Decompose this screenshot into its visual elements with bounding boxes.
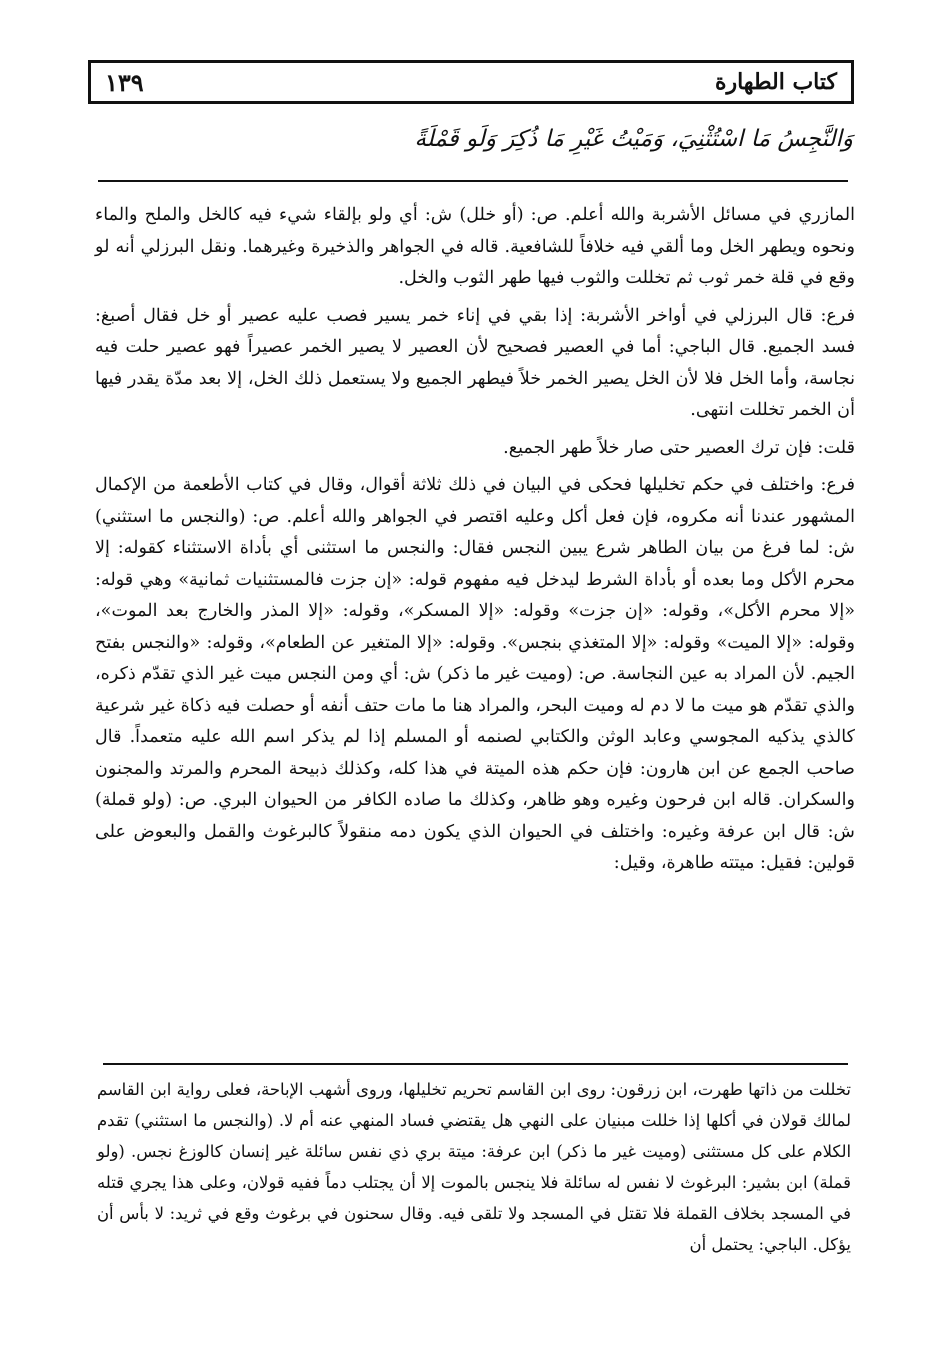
paragraph: فرع: قال البرزلي في أواخر الأشربة: إذا بقي في إناء خمر يسير فصب عليه عصير أو خل فقال أصبغ: فسد الجميع. قال الباجي: أما في العصير فصحيح لأن العصير لا يصير الخمر عصيراً فهو عصير حلت فيه نجاسة، وأما الخل فلا لأن الخل يصير الخمر خلاً فيطهر الجميع ولا يستعمل ذلك الخل، إلا بعد مدّة يقدر فيها أن الخمر تخللت انتهى. [95,305,855,420]
footnote-text: تخللت من ذاتها طهرت، ابن زرقون: روى ابن القاسم تحريم تخليلها، وروى أشهب الإباحة، فعلى رواية ابن القاسم لمالك قولان في أكلها إذا خللت مبنيان على النهي هل يقتضي فساد المنهي عنه أم لا. (والنجس ما استثني) تقدم الكلام على كل مستثنى (وميت غير ما ذكر) ابن عرفة: ميتة بري ذي نفس سائلة غير إنسان كالوزغ نجس. (ولو قملة) ابن بشير: البرغوث لا نفس له سائلة فلا ينجس بالموت إلا أن يجتلب دماً ففيه قولان، وعلى هذا يجري قتله في المسجد بخلاف القملة فلا تقتل في المسجد ولا تلقى فيه. وقال سحنون في برغوث وقع في ثريد: لا بأس أن يؤكل. الباجي: يحتمل أن [97,1080,851,1254]
page-number: ١٣٩ [105,67,144,97]
paragraph: المازري في مسائل الأشربة والله أعلم. ص: (أو خلل) ش: أي ولو بإلقاء شيء فيه كالخل والملح والماء ونحوه ويطهر الخل وما ألقي فيه خلافاً للشافعية. قاله في الجواهر والذخيرة وغيرهما. ونقل البرزلي أنه لو وقع في قلة خمر ثوب ثم تخللت والثوب فيها طهر الثوب والخل. [95,205,855,288]
commentary-body [95,200,855,886]
top-divider [98,180,848,182]
paragraph: فرع: واختلف في حكم تخليلها فحكى في البيان في ذلك ثلاثة أقوال، وقال في كتاب الأطعمة من الإكمال المشهور عندنا أنه مكروه، فإن فعل أكل وعليه اقتصر في الجواهر والله أعلم. ص: (والنجس ما استثني) ش: لما فرغ من بيان الطاهر شرع يبين النجس فقال: والنجس ما استثنى أي بأداة الاستثناء كقوله: إلا محرم الأكل وما بعده أو بأداة الشرط ليدخل فيه مفهوم قوله: «إن جزت فالمستثنيات ثمانية» وهي قوله: «إلا محرم الأكل»، وقوله: «إن جزت» وقوله: «إلا المسكر»، وقوله: «إلا المذر والخارج بعد الموت»، وقوله: «إلا الميت» وقوله: «إلا المتغذي بنجس». وقوله: «إلا المتغير عن الطعام»، وقوله: «والنجس بفتح الجيم. لأن المراد به عين النجاسة. ص: (وميت غير ما ذكر) ش: أي ومن النجس ميت غير الذي تقدّم ذكره، والذي تقدّم هو ميت ما لا دم له وميت البحر، والمراد هنا ما مات حتف أنفه أو حصلت فيه ذكاة غير شرعية كالذي يذكيه المجوسي وعابد الوثن والكتابي لصنمه أو المسلم إذا لم يذكر اسم الله عليه متعمداً. قال صاحب الجمع عن ابن هارون: فإن حكم هذه الميتة في هذا كله، وكذلك ذبيحة المحرم والمرتد والمجنون والسكران. قاله ابن فرحون وغيره وهو ظاهر، وكذلك ما صاده الكافر من الحيوان البري. ص: (ولو قملة) ش: قال ابن عرفة وغيره: واختلف في الحيوان الذي يكون دمه منقولاً كالبرغوث والقمل والبعوض على قولين: فقيل: ميتته طاهرة، وقيل: [95,475,855,873]
footnotes [97,1074,851,1260]
footnote-divider [103,1063,848,1065]
chapter-title: كتاب الطهارة [714,69,837,95]
page-header [88,60,854,104]
verse-line: وَالنَّجِسُ مَا اسْتُثْنِيَ، وَمَيْتُ غَيْرِ مَا ذُكِرَ وَلَو قَمْلَةً [414,126,853,152]
paragraph: قلت: فإن ترك العصير حتى صار خلاً طهر الجميع. [503,437,855,458]
